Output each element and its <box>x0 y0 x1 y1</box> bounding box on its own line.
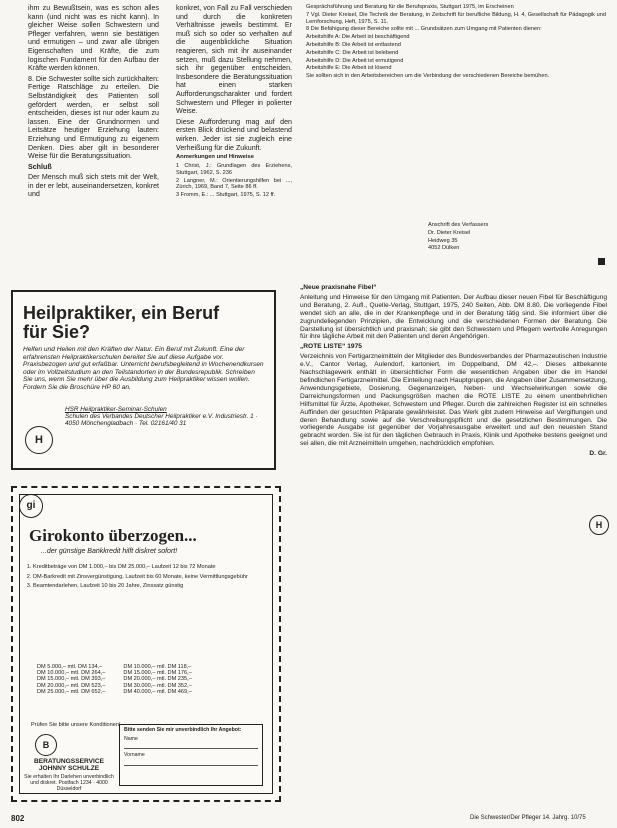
review-signature: D. Gr. <box>589 450 607 458</box>
coupon-title: Bitte senden Sie mir unverbindlich Ihr Angebot: <box>124 727 242 733</box>
school-address: Schulen des Verbandes Deutscher Heilpraktiker e.V. Industriestr. 1 · 4050 Mönchengladbach · Tel. 02161/40 31 <box>65 412 258 428</box>
school-logo-icon: H <box>25 426 53 454</box>
page-number: 802 <box>11 814 25 823</box>
ad-title: Heilpraktiker, ein Beruf für Sie? <box>23 303 220 342</box>
school-name: HSR Heilpraktiker-Seminar-Schulen <box>65 405 167 413</box>
right-column-notes <box>306 4 606 81</box>
author-street: Heidweg 35 <box>428 237 458 244</box>
reference-item: 2 Langner, M.: Orientierungshilfen bei ..., Zürich, 1969, Band 7, Seite 86 ff. <box>176 177 292 191</box>
paragraph: Diese Aufforderung mag auf den ersten Blick drückend und belastend wirken. Jeder ist sie zugleich eine Verheißung für die Zukunft. <box>176 117 292 152</box>
review-heading: „Neue praxisnahe Fibel“ <box>300 284 377 291</box>
reviews-column <box>300 282 607 460</box>
heilpraktiker-ad[interactable] <box>11 290 276 470</box>
paragraph: 8. Die Schwester sollte sich zurückhalten: Fertige Ratschläge zu erteilen. Die Selbständigkeit des Patienten soll gefördert werden, er selbst soll entscheiden, dieses ist nur oder kaum zu lassen. Eine der Grundnormen und Leitsätze heutiger Erziehung lauten: Erziehung und Ermutigung zu eigenem Denken. Dies aber gilt in besonderer Weise für die Beratungssituation. <box>28 74 159 161</box>
service-logo-icon: B <box>35 734 57 756</box>
ad-body: Helfen und Heilen mit den Kräften der Natur. Ein Beruf mit Zukunft. Eine der erfahrensten Heilpraktikerschulen bereitet Sie auf diese Aufgabe vor. Praxisbezogen und gut erfaßbar. Unterricht berufsbegleitend in Wochenendkursen oder im Vollzeitstudium an den Teilstandorten in der Bundesrepublik. Schreiben Sie uns, wenn Sie mehr über die Ausbildung zum Heilpraktiker wissen wollen. Fordern Sie die Broschüre HP 60 an. <box>23 346 264 391</box>
references <box>176 163 292 199</box>
offer-item: 1. Kreditbeträge von DM 1.000,– bis DM 25.000,– Laufzeit 12 bis 72 Monate <box>33 564 273 571</box>
note-item: Arbeitshilfe C: Die Arbeit ist belebend <box>306 49 399 56</box>
review-heading: „ROTE LISTE“ 1975 <box>300 343 362 351</box>
offer-item: 3. Beamtendarlehen, Laufzeit 10 bis 20 Jahre, Zinssatz günstig <box>33 583 273 590</box>
author-name: Dr. Dieter Kreisel <box>428 229 471 236</box>
end-mark <box>598 258 605 265</box>
author-label: Anschrift des Verfassers <box>428 222 489 228</box>
service-address: Sie erhalten Ihr Darlehen unverbindlich und diskret. Postfach 1234 · 4000 Düsseldorf <box>24 774 114 792</box>
rate-table <box>37 664 257 695</box>
note-item: Arbeitshilfe A: Die Arbeit ist beschäftigend <box>306 34 410 41</box>
references-heading: Anmerkungen und Hinweise <box>176 154 254 161</box>
coupon-field-label: Vorname <box>124 752 145 759</box>
paragraph: ihm zu Bewußtsein, was es schon alles kann (und nicht was es nicht kann). In gleicher Weise sollen Schwestern und Pfleger verfahren, wenn sie bestätigen und ermutigen – und zwar alle übrigen Eigenschaften und Kräfte, die zum logischen Fundament für den Aufbau der Kräfte werden können. <box>28 4 159 73</box>
ad-note: Prüfen Sie bitte unsere Konditionen! <box>31 722 121 728</box>
reference-item: 3 Fromm, E.: ... Stuttgart, 1975, S. 12 ff. <box>176 192 276 199</box>
review-body: Anleitung und Hinweise für den Umgang mit Patienten. Der Aufbau dieser neuen Fibel für Beschäftigung und Beratung, 2. Aufl., Quelle-Verlag, Stuttgart, 1975, 240 Seiten, Abb. DM 8.80. Die vorliegende Fibel wendet sich an alle, die in der Krankenpflege und in der Beratung tätig sind. Sie informiert über die zugrundeliegenden Prinzipien, die Entwicklung und die verschiedenen Formen der Beratung. Die Darstellung ist übersichtlich und praxisnah; sie gibt den Schwestern und Pflegern wertvolle Anregungen für ihre tägliche Arbeit mit den Patienten und deren Angehörigen. <box>300 293 607 341</box>
offer-item: 2. DM-Barkredit mit Zinsvergünstigung, Laufzeit bis 60 Monate, keine Vermittlungsgebühr <box>33 574 273 581</box>
rate-column: DM 10.000,– mtl. DM 118,– DM 15.000,– mtl. DM 176,– DM 20.000,– mtl. DM 235,– DM 30.000,– mtl. DM 352,– DM 40.000,– mtl. DM 469,– <box>123 664 192 695</box>
review-body: Verzeichnis von Fertigarzneimitteln der Mitglieder des Bundesverbandes der Pharmazeutischen Industrie e.V., Cantor Verlag, Aulendorf, kartoniert, im Doppelband, DM 42,–. Dieses altbekannte Nachschlagewerk enthält in übersichtlicher Form die wesentlichen Angaben über die im Handel befindlichen Fertigarzneimittel. Die Einteilung nach Hauptgruppen, die Angaben über Zusammensetzung, Anwendungsgebiete, Dosierung, Gegenanzeigen, Neben- und Wechselwirkungen sowie die Darreichungsformen und Packungsgrößen machen die ROTE LISTE zu einem unentbehrlichen Hilfsmittel für Ärzte, Apotheker, Schwestern und Pfleger. Durch die zahlreichen Register ist ein schnelles Auffinden der gesuchten Präparate gewährleistet. Das Werk gibt zudem Hinweise auf Vergiftungen und deren Behandlung sowie auf die Verschreibungspflicht und die gesetzlichen Bestimmungen. Die vorliegende Ausgabe ist gegenüber der Vorjahresausgabe erweitert und auf den neuesten Stand gebracht worden. Sie ist für den täglichen Gebrauch in Praxis, Klinik und Apotheke bestens geeignet und sei allen, die mit Arzneimitteln umgehen, nachdrücklich empfohlen. <box>300 353 607 448</box>
coupon-field-label: Name <box>124 736 138 743</box>
ad-title: Girokonto überzogen... <box>29 526 197 545</box>
section-heading: Schluß <box>28 162 52 171</box>
rate-column: DM 5.000,– mtl. DM 134,– DM 10.000,– mtl. DM 264,– DM 15.000,– mtl. DM 393,– DM 20.000,– mtl. DM 523,– DM 25.000,– mtl. DM 652,– <box>37 664 106 695</box>
note-item: 8 Die Befähigung dieser Bereiche sollte mit ... Grundsätzen zum Umgang mit Patienten dienen: <box>306 26 542 33</box>
coupon-field[interactable] <box>124 759 258 766</box>
paragraph: Der Mensch muß sich stets mit der Welt, in der er lebt, auseinandersetzen, konkret und <box>28 173 159 199</box>
note-item: 7 Vgl. Dieter Kreisel, Die Technik der Beratung, in Zeitschrift für berufliche Bildung, H. 4, Gesellschaft für Pädagogik und Lernforschung, Heft, 1975, S. 11. <box>306 11 606 25</box>
girokonto-ad[interactable] <box>11 486 281 802</box>
left-column <box>28 4 159 201</box>
note-item: Arbeitshilfe E: Die Arbeit ist lösend <box>306 65 392 72</box>
paragraph: konkret, von Fall zu Fall verschieden und durch die konkreten Verhältnisse jeweils bestimmt. Er muß sich so oder so verhalten auf die augenblickliche Situation reagieren, sich mit ihr auseinander setzen, muß dazu Stellung nehmen, sich ihr gegenüber entscheiden. Insbesondere die Beratungssituation hat einen starken Aufforderungscharakter und fordert Schwestern und Pfleger in polierter Weise. <box>176 4 292 116</box>
author-address <box>428 222 568 253</box>
service-name: BERATUNGSSERVICE JOHNNY SCHULZE <box>33 758 105 773</box>
middle-column <box>176 4 292 200</box>
author-city: 4052 Dülken <box>428 245 460 252</box>
bank-logo-icon: gi <box>19 494 43 518</box>
note-item: Arbeitshilfe B: Die Arbeit ist entlastend <box>306 41 401 48</box>
ad-footer <box>65 406 266 428</box>
reference-item: 1 Christ, J.: Grundlagen des Erziehens, Stuttgart, 1962, S. 236 <box>176 163 292 176</box>
offer-list <box>23 564 273 593</box>
ad-tagline: ...der günstige Bankkredit hilft diskret sofort! <box>41 548 178 555</box>
order-coupon[interactable] <box>119 724 263 786</box>
note-item: Sie sollten sich in den Arbeitsbereichen um die Verbindung der verschiedenen Bereiche bemühen. <box>306 73 550 80</box>
note-item: Gesprächsführung und Beratung für die Berufspraxis, Stuttgart 1975, im Erscheinen <box>306 4 514 10</box>
page-footer: Die Schwester/Der Pfleger 14. Jahrg. 10/75 <box>470 815 586 821</box>
coupon-field[interactable] <box>124 742 258 749</box>
note-item: Arbeitshilfe D: Die Arbeit ist ermutigend <box>306 57 404 64</box>
publisher-logo: H <box>589 515 609 535</box>
